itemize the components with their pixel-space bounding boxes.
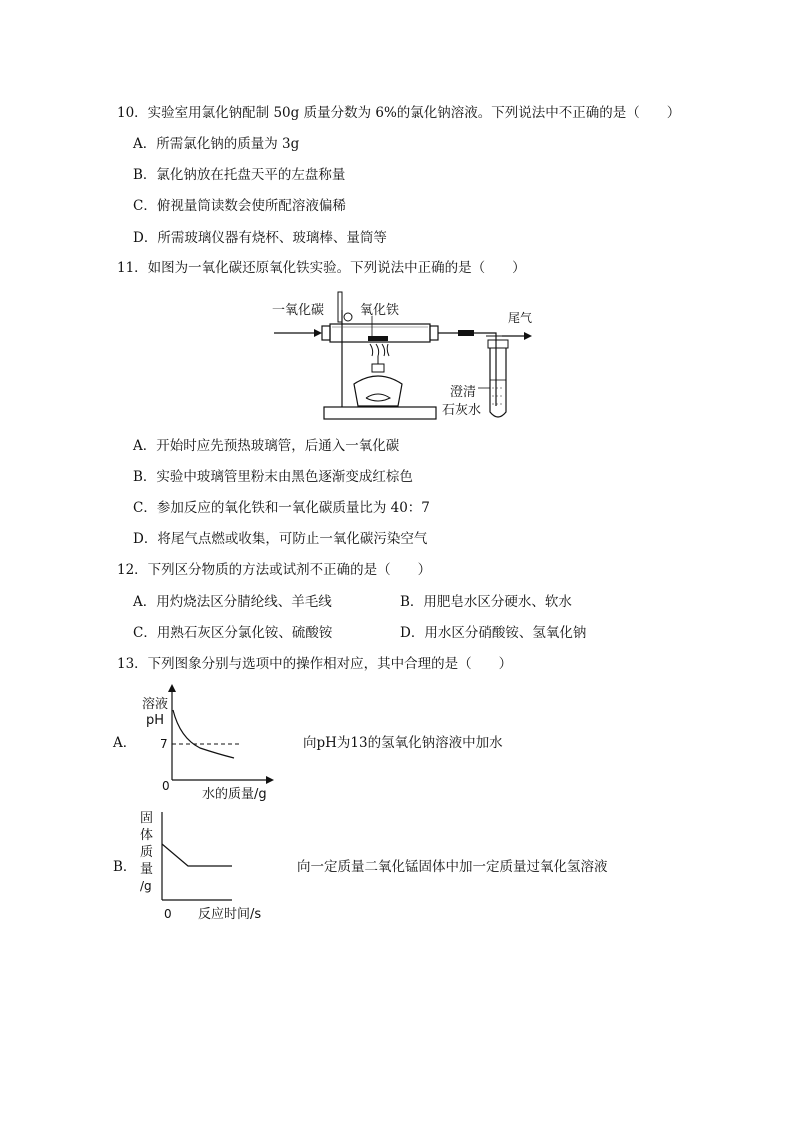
q13-graph-b-description: 向一定质量二氧化锰固体中加一定质量过氧化氢溶液 [297,859,608,875]
graph-b-ylabel-2: 体 [140,828,154,843]
label-co: 一氧化碳 [272,303,325,318]
label-limewater-2: 石灰水 [442,403,482,418]
q13-graph-a-description: 向pH为13的氢氧化钠溶液中加水 [303,735,503,751]
q10-option-b: B．氯化钠放在托盘天平的左盘称量 [133,167,346,183]
q13-stem: 13．下列图象分别与选项中的操作相对应，其中合理的是（ ） [117,656,513,672]
q11-option-c: C．参加反应的氧化铁和一氧化碳质量比为 40：7 [133,500,430,516]
q12-option-d: D．用水区分硝酸铵、氢氧化钠 [400,625,587,641]
label-limewater-1: 澄清 [450,385,477,400]
graph-a-origin: 0 [162,779,170,793]
label-tail-gas: 尾气 [508,311,533,325]
ferric-oxide-powder [368,336,388,341]
graph-b-ylabel-4: 量 [140,862,154,877]
solid-mass-line [162,844,232,866]
q10-option-a: A．所需氯化钠的质量为 3g [133,136,300,152]
graph-b-ylabel-1: 固 [140,811,154,826]
q11-option-d: D．将尾气点燃或收集，可防止一氧化碳污染空气 [133,531,428,547]
q12-stem: 12．下列区分物质的方法或试剂不正确的是（ ） [117,562,432,578]
graph-a-ylabel-2: pH [146,713,165,728]
apparatus-base [324,407,436,419]
graph-b-ylabel-3: 质 [140,845,154,860]
q12-option-a: A．用灼烧法区分腈纶线、羊毛线 [133,594,332,610]
graph-b-ylabel-5: /g [140,879,152,893]
q10-stem: 10．实验室用氯化钠配制 50g 质量分数为 6%的氯化钠溶液。下列说法中不正确的是（ ） [117,105,681,121]
graph-a-xlabel: 水的质量/g [202,787,267,802]
ph-curve [173,710,234,758]
q11-option-b: B．实验中玻璃管里粉末由黑色逐渐变成红棕色 [133,469,413,485]
graph-b-origin: 0 [164,907,172,921]
q12-option-c: C．用熟石灰区分氯化铵、硫酸铵 [133,625,333,641]
q11-option-a: A．开始时应先预热玻璃管，后通入一氧化碳 [133,438,400,454]
graph-a-ylabel-1: 溶液 [142,697,169,712]
co-reduction-apparatus [262,286,562,426]
graph-b-xlabel: 反应时间/s [198,907,262,922]
graph-a-ytick-7: 7 [160,737,168,751]
label-fe2o3: 氧化铁 [360,303,400,318]
q11-stem: 11．如图为一氧化碳还原氧化铁实验。下列说法中正确的是（ ） [117,260,526,276]
q10-option-d: D．所需玻璃仪器有烧杯、玻璃棒、量筒等 [133,230,387,246]
q10-option-c: C．俯视量筒读数会使所配溶液偏稀 [133,198,346,214]
graph-a-ph-vs-water [130,680,280,806]
q13-graph-a-label: A． [113,735,137,751]
q13-graph-b-label: B． [113,859,137,875]
test-tube [490,348,506,417]
q12-option-b: B．用肥皂水区分硬水、软水 [400,594,572,610]
graph-b-solid-mass-vs-time [132,806,292,926]
